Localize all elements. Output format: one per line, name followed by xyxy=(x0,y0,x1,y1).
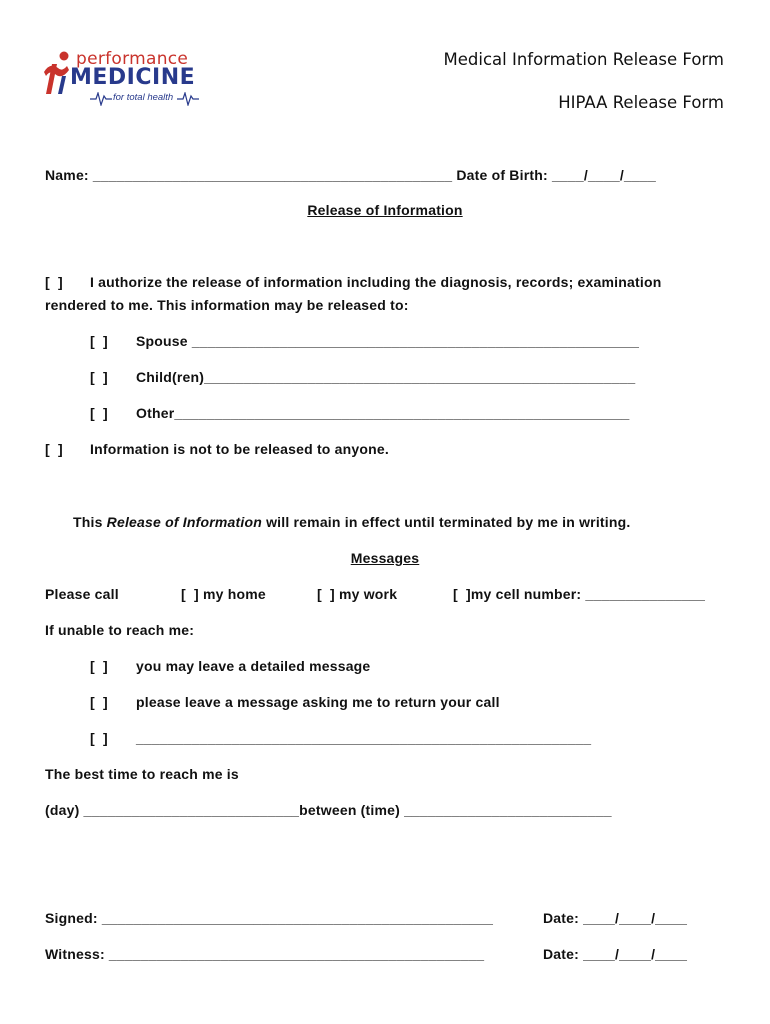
unable-label: If unable to reach me: xyxy=(45,622,195,638)
custom-message-field[interactable]: _________________________________________________________ xyxy=(136,730,592,746)
logo-mark-icon xyxy=(40,50,72,96)
best-time-label: The best time to reach me is xyxy=(45,766,239,782)
witness-field[interactable]: Witness: _______________________________________________ xyxy=(45,946,485,962)
logo-top-text: performance xyxy=(76,49,189,69)
children-checkbox[interactable]: [ ] xyxy=(90,369,108,385)
call-work-option[interactable]: [ ] my work xyxy=(317,586,398,602)
form-title: Medical Information Release Form xyxy=(443,50,724,69)
signed-field[interactable]: Signed: _________________________________________________ xyxy=(45,910,494,926)
messages-heading: Messages xyxy=(350,550,420,566)
effect-emphasis: Release of Information xyxy=(106,514,262,530)
dob-label: Date of Birth: xyxy=(452,167,552,183)
not-released-text: Information is not to be released to anyone. xyxy=(90,441,389,457)
release-heading: Release of Information xyxy=(307,202,463,218)
call-cell-option[interactable]: [ ]my cell number: _______________ xyxy=(453,586,706,602)
dob-field[interactable]: ____/____/____ xyxy=(551,167,656,183)
return-call-text: please leave a message asking me to return your call xyxy=(136,694,500,710)
spouse-field[interactable]: Spouse ________________________________________________________ xyxy=(136,333,640,349)
authorize-text-line2: rendered to me. This information may be released to: xyxy=(45,297,409,313)
effect-suffix: will remain in effect until terminated by me in writing. xyxy=(262,514,631,530)
logo-tagline: for total health xyxy=(113,92,174,103)
return-call-checkbox[interactable]: [ ] xyxy=(90,694,108,710)
name-field[interactable]: _____________________________________________ xyxy=(92,167,453,183)
please-call-label: Please call xyxy=(45,586,119,602)
detailed-message-text: you may leave a detailed message xyxy=(136,658,371,674)
logo xyxy=(40,48,200,110)
detailed-message-checkbox[interactable]: [ ] xyxy=(90,658,108,674)
other-field[interactable]: Other_________________________________________________________ xyxy=(136,405,630,421)
other-checkbox[interactable]: [ ] xyxy=(90,405,108,421)
authorize-checkbox[interactable]: [ ] xyxy=(45,274,63,290)
name-dob-row xyxy=(45,167,656,183)
spouse-checkbox[interactable]: [ ] xyxy=(90,333,108,349)
witness-date-field[interactable]: Date: ____/____/____ xyxy=(543,946,688,962)
custom-message-checkbox[interactable]: [ ] xyxy=(90,730,108,746)
not-released-checkbox[interactable]: [ ] xyxy=(45,441,63,457)
signed-date-field[interactable]: Date: ____/____/____ xyxy=(543,910,688,926)
heartbeat-right-icon xyxy=(177,92,199,106)
name-label: Name: xyxy=(45,167,93,183)
children-field[interactable]: Child(ren)______________________________________________________ xyxy=(136,369,636,385)
form-subtitle: HIPAA Release Form xyxy=(558,93,724,112)
effect-statement xyxy=(73,514,630,530)
call-home-option[interactable]: [ ] my home xyxy=(181,586,266,602)
heartbeat-left-icon xyxy=(90,92,112,106)
logo-main-text: MEDICINE xyxy=(70,65,196,90)
authorize-text-line1: I authorize the release of information including the diagnosis, records; examination xyxy=(90,274,662,290)
day-time-field[interactable]: (day) ___________________________between (time) __________________________ xyxy=(45,802,612,818)
effect-prefix: This xyxy=(73,514,107,530)
